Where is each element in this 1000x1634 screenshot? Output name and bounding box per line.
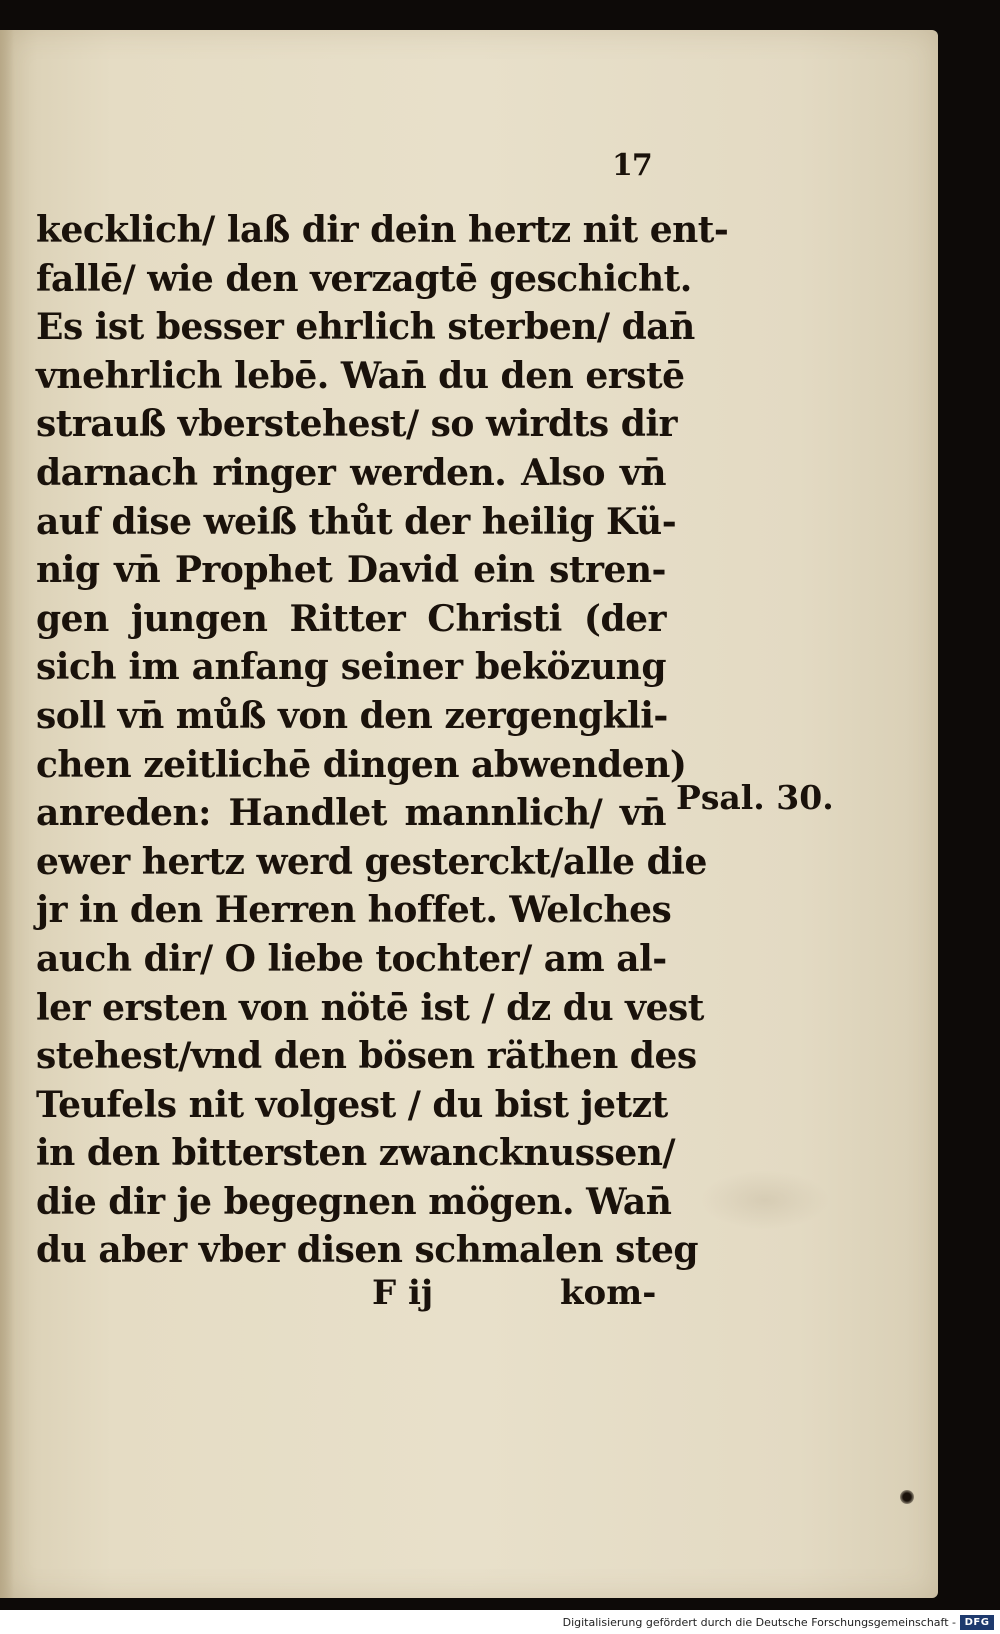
text-line: stehest/vnd den bösen räthen des (36, 1035, 697, 1078)
book-page (0, 30, 938, 1598)
text-line: ewer hertz werd gesterckt/alle die (36, 840, 707, 883)
marginal-note: Psal. 30. (676, 778, 834, 817)
text-line: ler ersten von nötē ist / dz du vest (36, 986, 704, 1029)
text-line: jr in den Herren hoffet. Welches (36, 889, 672, 932)
text-line: in den bittersten zwanckn​ussen/ (36, 1132, 676, 1175)
text-line: nig vn̄ Prophet David ein stren- (36, 549, 666, 592)
ink-spot (900, 1490, 914, 1504)
text-line: fallē/ wie den verzagtē geschicht. (36, 257, 692, 300)
text-line: anreden: Handlet mannlich/ vn̄ (36, 792, 666, 835)
text-line: strauß vberstehest/ so wirdts dir (36, 403, 678, 446)
bleed-through-stain (700, 1170, 830, 1230)
dfg-logo: DFG (960, 1615, 994, 1630)
footer-bar (0, 1612, 1000, 1634)
text-line: soll vn̄ můß von den zergengkli- (36, 694, 668, 737)
text-line: chen zeitlichē dingen abwenden) (36, 743, 687, 786)
page-gutter-shadow (0, 30, 14, 1598)
folio-number: 17 (612, 148, 652, 183)
text-line: Es ist besser ehrlich sterben/ dan̄ (36, 306, 695, 349)
text-line: gen jungen Ritter Christi (der (36, 597, 666, 640)
text-line: sich im anfang seiner beközung (36, 646, 666, 689)
signature-mark: F ij (372, 1273, 434, 1313)
main-text-block (36, 206, 729, 1275)
catchword: kom- (560, 1273, 657, 1313)
text-line: auch dir/ O liebe tochter/ am al- (36, 937, 667, 980)
text-line: die dir je begegnen mögen. Wan̄ (36, 1180, 672, 1223)
text-line: Teufels nit volgest / du bist jetzt (36, 1083, 668, 1126)
text-line: du aber vber disen schmalen steg (36, 1229, 699, 1272)
text-line: auf dise weiß thůt der heilig Kü- (36, 500, 677, 543)
text-line: vnehrlich lebē. Wan̄ du den erstē (36, 354, 685, 397)
text-line: darnach ringer werden. Also vn̄ (36, 451, 666, 494)
text-line: kecklich/ laß dir dein hertz nit ent- (36, 209, 729, 251)
funding-credit: Digitalisierung gefördert durch die Deutsche Forschungsgemeinschaft - (562, 1616, 956, 1629)
